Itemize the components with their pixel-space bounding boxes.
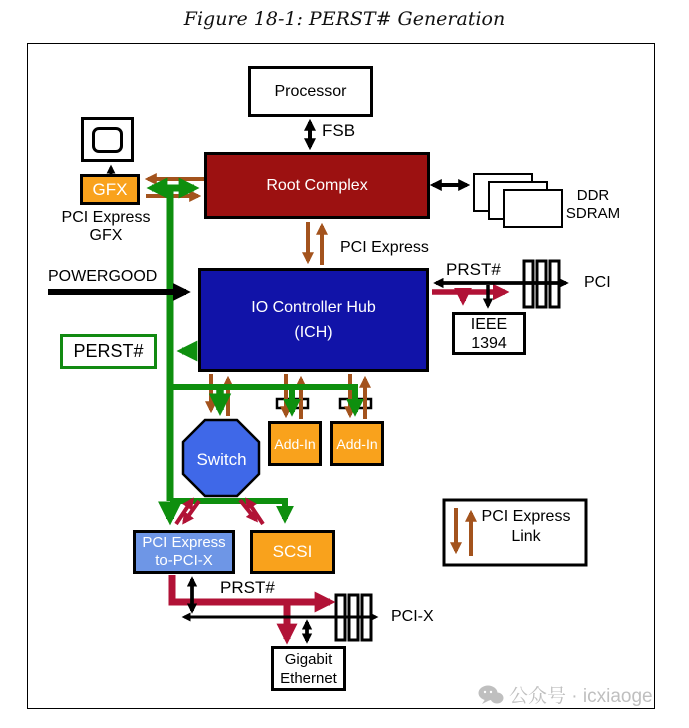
addin1-label: Add-In xyxy=(274,435,316,452)
scsi-box xyxy=(250,530,335,574)
addin1-box xyxy=(268,421,322,466)
ich-label-line1: IO Controller Hub xyxy=(251,299,376,316)
scsi-label: SCSI xyxy=(272,542,313,561)
pci-label: PCI xyxy=(584,274,611,291)
prst-bottom-label: PRST# xyxy=(220,578,275,597)
watermark xyxy=(478,681,653,708)
ieee1394-box xyxy=(452,312,526,355)
ieee-label-line2: 1394 xyxy=(471,334,507,352)
gfx-box xyxy=(80,174,140,205)
bridge-label-line2: to-PCI-X xyxy=(155,552,213,569)
figure-title: Figure 18-1: PERST# Generation xyxy=(183,8,506,30)
gige-label-line2: Ethernet xyxy=(280,669,337,687)
ddr-label-line2: SDRAM xyxy=(565,205,621,222)
pcix-label: PCI-X xyxy=(391,608,434,625)
ieee-label-line1: IEEE xyxy=(470,315,508,333)
root-complex-label: Root Complex xyxy=(266,176,368,194)
ddr-chip-front xyxy=(503,189,563,228)
perst-box xyxy=(60,334,157,369)
prst-top-label: PRST# xyxy=(446,260,501,279)
bridge-label-line1: PCI Express xyxy=(142,534,226,551)
wechat-icon xyxy=(478,684,504,706)
pci-express-gfx-line2: GFX xyxy=(89,227,123,244)
legend-label xyxy=(472,507,580,547)
legend-label-line1: PCI Express xyxy=(481,508,571,525)
fsb-label: FSB xyxy=(322,121,356,140)
pci-express-gfx-label xyxy=(46,209,166,245)
perst-addin2-branch xyxy=(167,387,355,412)
powergood-label: POWERGOOD xyxy=(48,268,158,285)
gige-label-line1: Gigabit xyxy=(284,650,333,668)
ich-label-line2: (ICH) xyxy=(294,324,333,341)
pcie-pcix-bridge-box xyxy=(133,530,235,574)
gigabit-ethernet-box xyxy=(271,646,346,691)
legend-label-line2: Link xyxy=(511,528,541,545)
root-complex-box xyxy=(204,152,430,219)
ddr-label-line1: DDR xyxy=(576,187,610,204)
processor-label: Processor xyxy=(274,82,347,100)
perst-label: PERST# xyxy=(73,341,144,361)
processor-box xyxy=(248,66,373,117)
monitor-icon xyxy=(81,117,134,162)
ich-box xyxy=(198,268,429,372)
watermark-text: 公众号 · icxiaoge xyxy=(509,686,653,707)
addin2-label: Add-In xyxy=(336,435,378,452)
pci-express-gfx-line1: PCI Express xyxy=(61,209,151,226)
pci-express-label: PCI Express xyxy=(340,239,429,256)
gfx-label: GFX xyxy=(92,179,128,199)
ddr-label xyxy=(558,187,628,223)
addin2-box xyxy=(330,421,384,466)
monitor-screen-icon xyxy=(92,127,123,153)
switch-label: Switch xyxy=(196,450,247,469)
